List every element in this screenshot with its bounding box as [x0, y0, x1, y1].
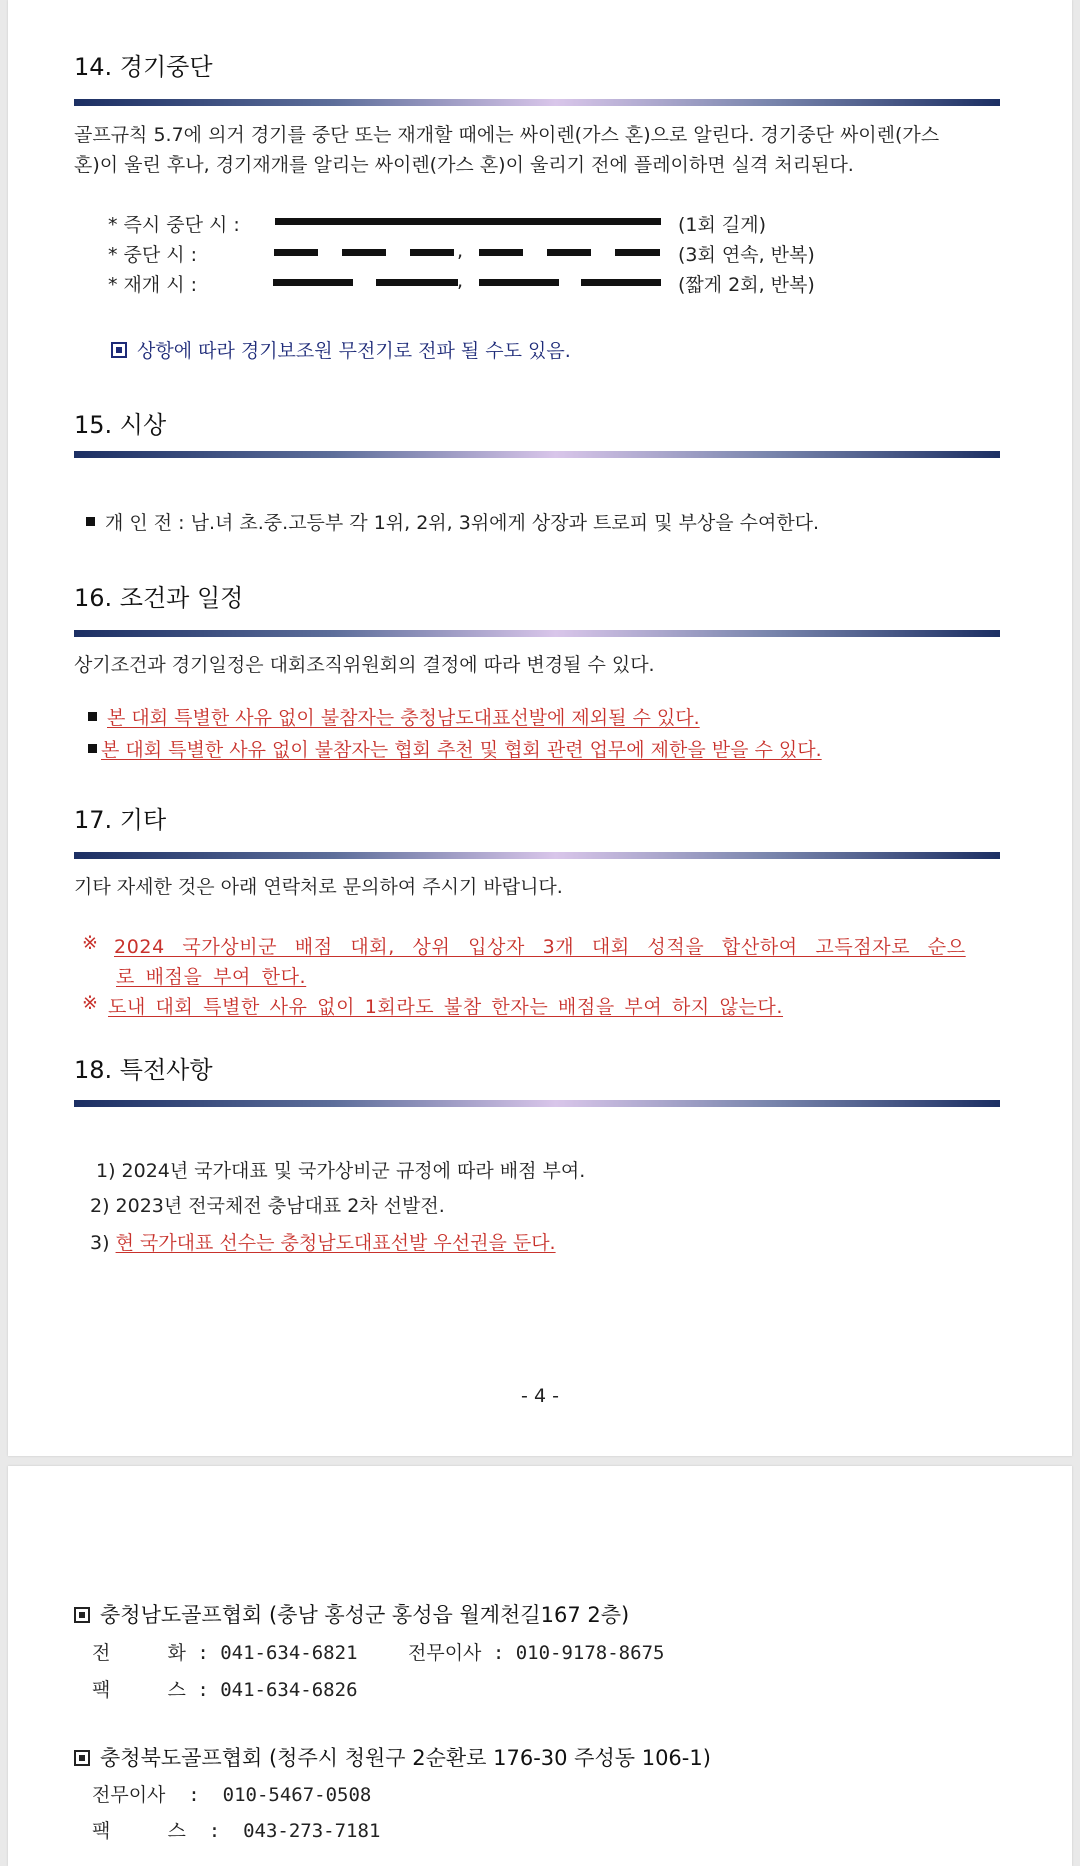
section-14-text-line2: 혼)이 울린 후나, 경기재개를 알리는 싸이렌(가스 혼)이 울리기 전에 플레이하면 실격 처리된다. — [74, 154, 854, 176]
section-17-rule — [74, 852, 1000, 859]
contact-chungnam-fax: 팩 스 : 041-634-6826 — [92, 1679, 358, 1701]
signal-separator: , — [457, 240, 464, 262]
section-14-text-line1: 골프규칙 5.7에 의거 경기를 중단 또는 재개할 때에는 싸이렌(가스 혼)으로 알린다. 경기중단 싸이렌(가스 — [74, 124, 940, 146]
signal-separator: , — [457, 270, 464, 292]
section-14-title: 14. 경기중단 — [74, 53, 213, 81]
section-16-title: 16. 조건과 일정 — [74, 584, 244, 612]
signal-immediate-label: * 즉시 중단 시 : — [108, 214, 240, 236]
document-page-5 — [8, 1466, 1072, 1866]
contact-chungbuk-fax: 팩 스 : 043-273-7181 — [92, 1820, 381, 1842]
square-bullet-icon — [74, 1607, 90, 1623]
section-17-note-1-line1: 2024 국가상비군 배점 대회, 상위 입상자 3개 대회 성적을 합산하여 고득점자로 순으 — [114, 936, 966, 958]
signal-resume-desc: (짧게 2회, 반복) — [678, 274, 815, 296]
section-17-note-mark-2: ※ — [82, 992, 98, 1014]
section-17-title: 17. 기타 — [74, 806, 167, 834]
signal-short-line — [581, 279, 661, 286]
contact-chungbuk-director: 전무이사 : 010-5467-0508 — [92, 1784, 372, 1806]
contact-chungbuk-title: 충청북도골프협회 (청주시 청원구 2순환로 176-30 주성동 106-1) — [74, 1742, 711, 1772]
signal-short-line — [273, 279, 353, 286]
document-page-4 — [8, 0, 1072, 1456]
section-17-text: 기타 자세한 것은 아래 연락처로 문의하여 주시기 바랍니다. — [74, 876, 563, 898]
signal-dash — [615, 249, 660, 256]
signal-dash — [410, 249, 454, 256]
signal-dash — [274, 249, 318, 256]
contact-chungnam-phone: 전 화 : 041-634-6821 — [92, 1642, 358, 1664]
page-number: - 4 - — [521, 1385, 559, 1407]
section-14-rule — [74, 99, 1000, 106]
signal-long-line — [275, 218, 661, 225]
signal-short-line — [376, 279, 458, 286]
section-15-rule — [74, 451, 1000, 458]
section-18-item-2: 2) 2023년 전국체전 충남대표 2차 선발전. — [90, 1195, 445, 1217]
section-16-warning-1: 본 대회 특별한 사유 없이 불참자는 충청남도대표선발에 제외될 수 있다. — [88, 703, 700, 730]
bullet-icon — [88, 712, 97, 721]
contact-chungnam-title: 충청남도골프협회 (충남 홍성군 홍성읍 월계천길167 2층) — [74, 1599, 629, 1629]
section-18-title: 18. 특전사항 — [74, 1056, 213, 1084]
contact-chungnam-director: 전무이사 : 010-9178-8675 — [408, 1642, 665, 1664]
section-16-text: 상기조건과 경기일정은 대회조직위원회의 결정에 따라 변경될 수 있다. — [74, 654, 655, 676]
signal-immediate-desc: (1회 길게) — [678, 214, 767, 236]
section-17-note-2: 도내 대회 특별한 사유 없이 1회라도 불참 한자는 배점을 부여 하지 않는다. — [108, 996, 784, 1018]
section-16-rule — [74, 630, 1000, 637]
section-18-item-3: 3) 현 국가대표 선수는 충청남도대표선발 우선권을 둔다. — [90, 1232, 556, 1254]
section-16-warning-2: 본 대회 특별한 사유 없이 불참자는 협회 추천 및 협회 관련 업무에 제한을 받을 수 있다. — [88, 735, 822, 762]
section-15-title: 15. 시상 — [74, 411, 167, 439]
section-17-note-mark-1: ※ — [82, 932, 98, 954]
bullet-icon — [86, 517, 95, 526]
section-15-item: 개 인 전 : 남.녀 초.중.고등부 각 1위, 2위, 3위에게 상장과 트로피 및 부상을 수여한다. — [86, 508, 819, 535]
signal-suspend-label: * 중단 시 : — [108, 244, 198, 266]
signal-dash — [342, 249, 386, 256]
signal-resume-label: * 재개 시 : — [108, 274, 198, 296]
section-17-note-1-line2: 로 배점을 부여 한다. — [116, 966, 307, 988]
signal-dash — [547, 249, 591, 256]
signal-short-line — [479, 279, 559, 286]
square-bullet-icon — [74, 1750, 90, 1766]
bullet-icon — [88, 744, 97, 753]
signal-dash — [479, 249, 523, 256]
signal-suspend-desc: (3회 연속, 반복) — [678, 244, 815, 266]
section-18-item-1: 1) 2024년 국가대표 및 국가상비군 규정에 따라 배점 부여. — [96, 1160, 586, 1182]
square-bullet-icon — [111, 342, 127, 358]
section-14-note: 상항에 따라 경기보조원 무전기로 전파 될 수도 있음. — [111, 336, 571, 363]
section-18-rule — [74, 1100, 1000, 1107]
